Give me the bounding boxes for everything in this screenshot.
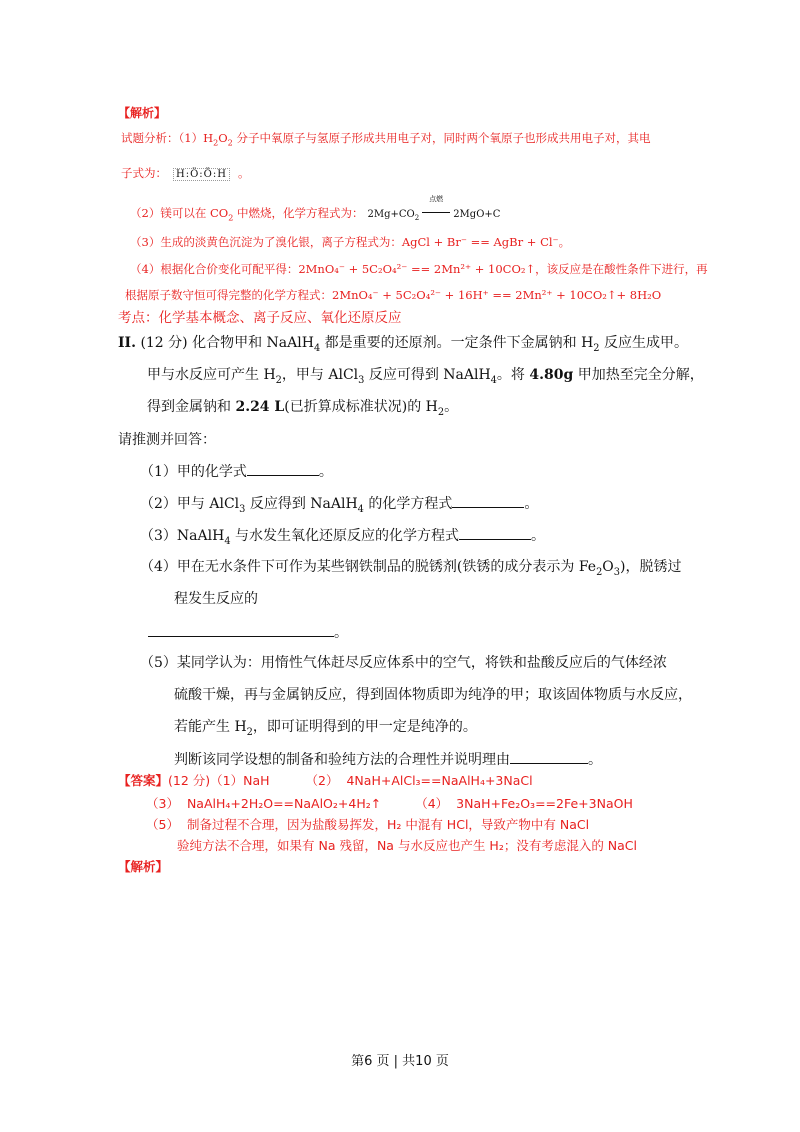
q1: （1）甲的化学式 。 (140, 461, 333, 482)
analysis-line-4: （3）生成的淡黄色沉淀为了溴化银，离子方程式为：AgCl + Br⁻ == AgBr + Cl⁻。 (130, 235, 571, 249)
analysis-line-5: （4）根据化合价变化可配平得：2MnO₄⁻ + 5C₂O₄²⁻ == 2Mn²⁺ + 10CO₂↑，该反应是在酸性条件下进行，再 (130, 262, 708, 276)
q4-answer-blank[interactable] (148, 622, 334, 637)
q5-line-2: 硫酸干燥，再与金属钠反应，得到固体物质即为纯净的甲；取该固体物质与水反应， (174, 687, 692, 703)
question-prompt: 请推测并回答： (118, 432, 216, 448)
question-line-2: 甲与水反应可产生 $H_2$，甲与 AlCl$_3$ 反应可得到 NaAlH$_4$。将 4.80g 甲加热至完全分解， (147, 367, 704, 386)
answer-line-3: （5） 制备过程不合理，因为盐酸易挥发，H₂ 中混有 HCl，导致产物中有 NaCl (146, 817, 590, 832)
mg-equation: $2Mg+CO_2$ 点燃 2MgO+C (367, 195, 501, 222)
q3: （3）NaAlH$_4$ 与水发生氧化还原反应的化学方程式 。 (140, 525, 545, 546)
page-footer: 第6 页 | 共10 页 (351, 1054, 449, 1069)
q4-cont: 程发生反应的 (174, 591, 258, 607)
analysis-line-2: 子式为： H:Ö:Ö:H 。 (121, 166, 250, 180)
answer-line-4: 验纯方法不合理，如果有 Na 残留，Na 与水反应也产生 H₂；没有考虑混入的 NaCl (177, 838, 638, 853)
analysis-line-1: 试题分析：$(1)H_2O_2$ 分子中氧原子与氢原子形成共用电子对，同时两个氧原子也形成共用电子对，其电 (121, 131, 651, 148)
question-line-3: 得到金属钠和 2.24 L(已折算成标准状况)的 $H_2$。 (147, 399, 459, 418)
analysis-line-6: 根据原子数守恒可得完整的化学方程式：2MnO₄⁻ + 5C₂O₄²⁻ + 16H⁺ == 2Mn²⁺ + 10CO₂↑+ 8H₂O (125, 288, 662, 302)
q5-answer-blank[interactable] (510, 749, 588, 764)
q4: （4）甲在无水条件下可作为某些钢铁制品的脱锈剂(铁锈的成分表示为 $Fe_2O_3$)，脱锈过 (140, 559, 682, 578)
q5-line-4: 判断该同学设想的制备和验纯方法的合理性并说明理由 。 (174, 749, 602, 770)
q5-line-3: 若能产生 $H_2$，即可证明得到的甲一定是纯净的。 (174, 719, 477, 738)
question-line-1: II. (12 分) 化合物甲和 NaAlH$_4$ 都是重要的还原剂。一定条件下金属钠和 $H_2$ 反应生成甲。 (118, 335, 688, 354)
answer-line-2: （3） NaAlH₄+2H₂O==NaAlO₂+4H₂↑ （4） 3NaH+Fe₂O₃==2Fe+3NaOH (146, 796, 633, 811)
analysis-line-3: （2）镁可以在 $CO_2$ 中燃烧，化学方程式为： $2Mg+CO_2$ 点燃 2MgO+C (130, 195, 501, 223)
q2-answer-blank[interactable] (452, 493, 524, 508)
answer-line-1: 【答案】(12 分)（1）NaH （2） 4NaH+AlCl₃==NaAlH₄+3NaCl (118, 773, 533, 788)
analysis-label: 【解析】 (118, 106, 167, 120)
answer-analysis-label: 【解析】 (118, 859, 169, 874)
electron-formula: H:Ö:Ö:H (173, 168, 230, 181)
q4-blank-line: 。 (148, 622, 348, 643)
kaodian: 考点：化学基本概念、离子反应、氧化还原反应 (118, 310, 402, 326)
q2: （2）甲与 AlCl$_3$ 反应得到 NaAlH$_4$ 的化学方程式 。 (140, 493, 538, 514)
q5-line-1: （5）某同学认为：用惰性气体赶尽反应体系中的空气，将铁和盐酸反应后的气体经浓 (140, 655, 667, 671)
q3-answer-blank[interactable] (459, 525, 531, 540)
q1-answer-blank[interactable] (247, 461, 319, 476)
